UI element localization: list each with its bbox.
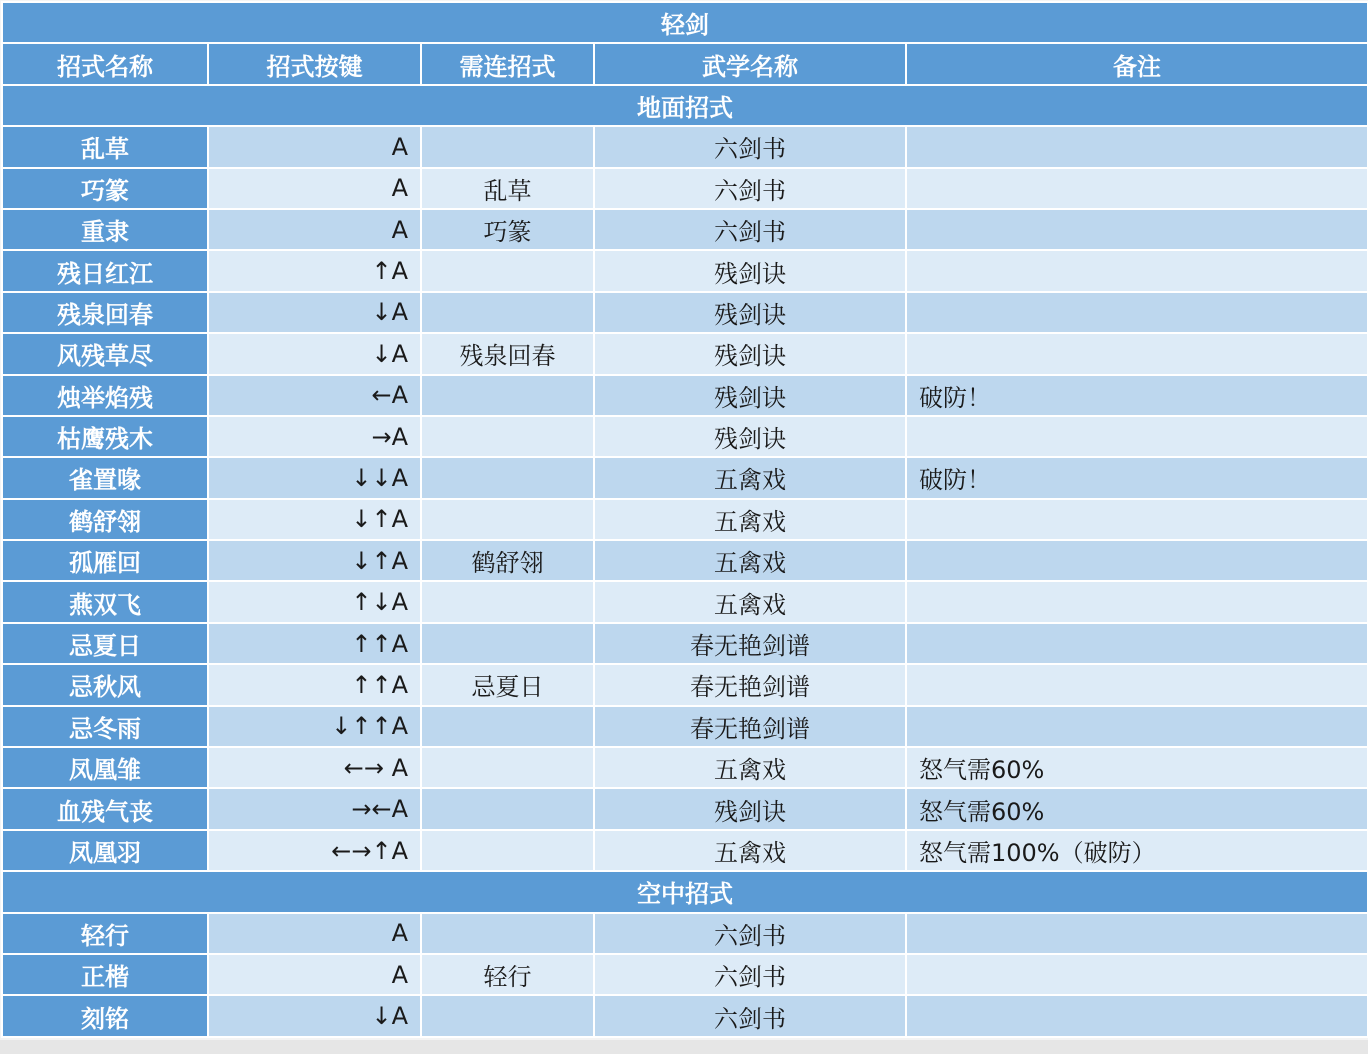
move-name-cell: 残泉回春 bbox=[2, 292, 208, 333]
table-row bbox=[2, 416, 1368, 457]
move-name-cell: 燕双飞 bbox=[2, 581, 208, 622]
page-bottom-strip bbox=[0, 1040, 1368, 1054]
move-key-cell: ↑↑A bbox=[208, 664, 421, 705]
section-header-row bbox=[2, 85, 1368, 126]
prereq-cell bbox=[421, 292, 594, 333]
move-key-cell: A bbox=[208, 168, 421, 209]
note-cell bbox=[906, 913, 1368, 954]
move-name-cell: 风残草尽 bbox=[2, 333, 208, 374]
move-name-cell: 血残气丧 bbox=[2, 788, 208, 829]
move-name-cell: 凤凰雏 bbox=[2, 747, 208, 788]
move-key-cell: ↓↑A bbox=[208, 540, 421, 581]
move-key-cell: ↓A bbox=[208, 292, 421, 333]
move-key-cell: ↑↑A bbox=[208, 623, 421, 664]
table-row bbox=[2, 995, 1368, 1036]
move-name-cell: 凤凰羽 bbox=[2, 830, 208, 871]
move-name-cell: 烛举焰残 bbox=[2, 375, 208, 416]
prereq-cell: 残泉回春 bbox=[421, 333, 594, 374]
title-row bbox=[2, 2, 1368, 43]
prereq-cell bbox=[421, 250, 594, 291]
column-header-prereq: 需连招式 bbox=[421, 43, 594, 84]
prereq-cell: 鹤舒翎 bbox=[421, 540, 594, 581]
table-row bbox=[2, 209, 1368, 250]
table-row bbox=[2, 126, 1368, 167]
school-cell: 五禽戏 bbox=[594, 581, 906, 622]
move-key-cell: ↑↓A bbox=[208, 581, 421, 622]
table-row bbox=[2, 499, 1368, 540]
note-cell: 怒气需100%（破防） bbox=[906, 830, 1368, 871]
note-cell: 怒气需60% bbox=[906, 788, 1368, 829]
prereq-cell bbox=[421, 457, 594, 498]
table-row bbox=[2, 830, 1368, 871]
school-cell: 五禽戏 bbox=[594, 747, 906, 788]
move-name-cell: 残日红江 bbox=[2, 250, 208, 291]
prereq-cell bbox=[421, 706, 594, 747]
moves-table bbox=[1, 1, 1368, 1038]
school-cell: 六剑书 bbox=[594, 995, 906, 1036]
school-cell: 六剑书 bbox=[594, 168, 906, 209]
table-row bbox=[2, 706, 1368, 747]
table-row bbox=[2, 333, 1368, 374]
table-row bbox=[2, 540, 1368, 581]
move-key-cell: ↓A bbox=[208, 333, 421, 374]
column-header-key: 招式按键 bbox=[208, 43, 421, 84]
move-name-cell: 忌夏日 bbox=[2, 623, 208, 664]
note-cell bbox=[906, 623, 1368, 664]
prereq-cell: 忌夏日 bbox=[421, 664, 594, 705]
move-key-cell: →A bbox=[208, 416, 421, 457]
school-cell: 六剑书 bbox=[594, 913, 906, 954]
prereq-cell bbox=[421, 499, 594, 540]
prereq-cell: 巧篆 bbox=[421, 209, 594, 250]
move-name-cell: 雀置喙 bbox=[2, 457, 208, 498]
note-cell bbox=[906, 540, 1368, 581]
move-key-cell: ←→↑A bbox=[208, 830, 421, 871]
prereq-cell bbox=[421, 788, 594, 829]
move-name-cell: 刻铭 bbox=[2, 995, 208, 1036]
section-title: 地面招式 bbox=[2, 85, 1368, 126]
move-key-cell: A bbox=[208, 126, 421, 167]
move-name-cell: 孤雁回 bbox=[2, 540, 208, 581]
school-cell: 五禽戏 bbox=[594, 830, 906, 871]
move-key-cell: ↓↑A bbox=[208, 499, 421, 540]
note-cell bbox=[906, 706, 1368, 747]
prereq-cell bbox=[421, 747, 594, 788]
school-cell: 春无艳剑谱 bbox=[594, 623, 906, 664]
note-cell bbox=[906, 168, 1368, 209]
prereq-cell: 轻行 bbox=[421, 954, 594, 995]
move-key-cell: ←→ A bbox=[208, 747, 421, 788]
note-cell bbox=[906, 581, 1368, 622]
prereq-cell bbox=[421, 913, 594, 954]
move-name-cell: 鹤舒翎 bbox=[2, 499, 208, 540]
move-key-cell: ↓↑↑A bbox=[208, 706, 421, 747]
move-name-cell: 乱草 bbox=[2, 126, 208, 167]
school-cell: 残剑诀 bbox=[594, 292, 906, 333]
note-cell: 怒气需60% bbox=[906, 747, 1368, 788]
note-cell bbox=[906, 250, 1368, 291]
school-cell: 春无艳剑谱 bbox=[594, 706, 906, 747]
table-row bbox=[2, 913, 1368, 954]
table-row bbox=[2, 581, 1368, 622]
section-header-row bbox=[2, 871, 1368, 912]
column-header-row bbox=[2, 43, 1368, 84]
prereq-cell bbox=[421, 416, 594, 457]
table-row bbox=[2, 623, 1368, 664]
table-row bbox=[2, 168, 1368, 209]
prereq-cell bbox=[421, 375, 594, 416]
table-row bbox=[2, 747, 1368, 788]
school-cell: 六剑书 bbox=[594, 954, 906, 995]
move-name-cell: 轻行 bbox=[2, 913, 208, 954]
prereq-cell bbox=[421, 995, 594, 1036]
table-row bbox=[2, 292, 1368, 333]
move-key-cell: A bbox=[208, 954, 421, 995]
table-row bbox=[2, 664, 1368, 705]
school-cell: 六剑书 bbox=[594, 209, 906, 250]
moves-table-body bbox=[2, 2, 1368, 1037]
note-cell bbox=[906, 995, 1368, 1036]
school-cell: 残剑诀 bbox=[594, 333, 906, 374]
school-cell: 残剑诀 bbox=[594, 788, 906, 829]
table-title: 轻剑 bbox=[2, 2, 1368, 43]
school-cell: 残剑诀 bbox=[594, 375, 906, 416]
move-key-cell: ↓↓A bbox=[208, 457, 421, 498]
column-header-school: 武学名称 bbox=[594, 43, 906, 84]
note-cell bbox=[906, 954, 1368, 995]
move-name-cell: 巧篆 bbox=[2, 168, 208, 209]
section-title: 空中招式 bbox=[2, 871, 1368, 912]
move-name-cell: 忌秋风 bbox=[2, 664, 208, 705]
move-name-cell: 忌冬雨 bbox=[2, 706, 208, 747]
column-header-note: 备注 bbox=[906, 43, 1368, 84]
school-cell: 五禽戏 bbox=[594, 457, 906, 498]
table-row bbox=[2, 954, 1368, 995]
prereq-cell bbox=[421, 830, 594, 871]
note-cell bbox=[906, 292, 1368, 333]
note-cell: 破防！ bbox=[906, 375, 1368, 416]
school-cell: 五禽戏 bbox=[594, 499, 906, 540]
prereq-cell bbox=[421, 126, 594, 167]
move-name-cell: 重隶 bbox=[2, 209, 208, 250]
move-key-cell: ↑A bbox=[208, 250, 421, 291]
move-key-cell: A bbox=[208, 913, 421, 954]
prereq-cell bbox=[421, 623, 594, 664]
note-cell: 破防！ bbox=[906, 457, 1368, 498]
table-row bbox=[2, 788, 1368, 829]
move-key-cell: ↓A bbox=[208, 995, 421, 1036]
table-row bbox=[2, 375, 1368, 416]
prereq-cell: 乱草 bbox=[421, 168, 594, 209]
note-cell bbox=[906, 333, 1368, 374]
move-key-cell: A bbox=[208, 209, 421, 250]
note-cell bbox=[906, 209, 1368, 250]
school-cell: 六剑书 bbox=[594, 126, 906, 167]
move-key-cell: →←A bbox=[208, 788, 421, 829]
table-row bbox=[2, 457, 1368, 498]
school-cell: 五禽戏 bbox=[594, 540, 906, 581]
table-row bbox=[2, 250, 1368, 291]
note-cell bbox=[906, 499, 1368, 540]
note-cell bbox=[906, 664, 1368, 705]
school-cell: 残剑诀 bbox=[594, 250, 906, 291]
note-cell bbox=[906, 416, 1368, 457]
column-header-move-name: 招式名称 bbox=[2, 43, 208, 84]
move-key-cell: ←A bbox=[208, 375, 421, 416]
note-cell bbox=[906, 126, 1368, 167]
prereq-cell bbox=[421, 581, 594, 622]
school-cell: 春无艳剑谱 bbox=[594, 664, 906, 705]
move-name-cell: 正楷 bbox=[2, 954, 208, 995]
school-cell: 残剑诀 bbox=[594, 416, 906, 457]
move-name-cell: 枯鹰残木 bbox=[2, 416, 208, 457]
